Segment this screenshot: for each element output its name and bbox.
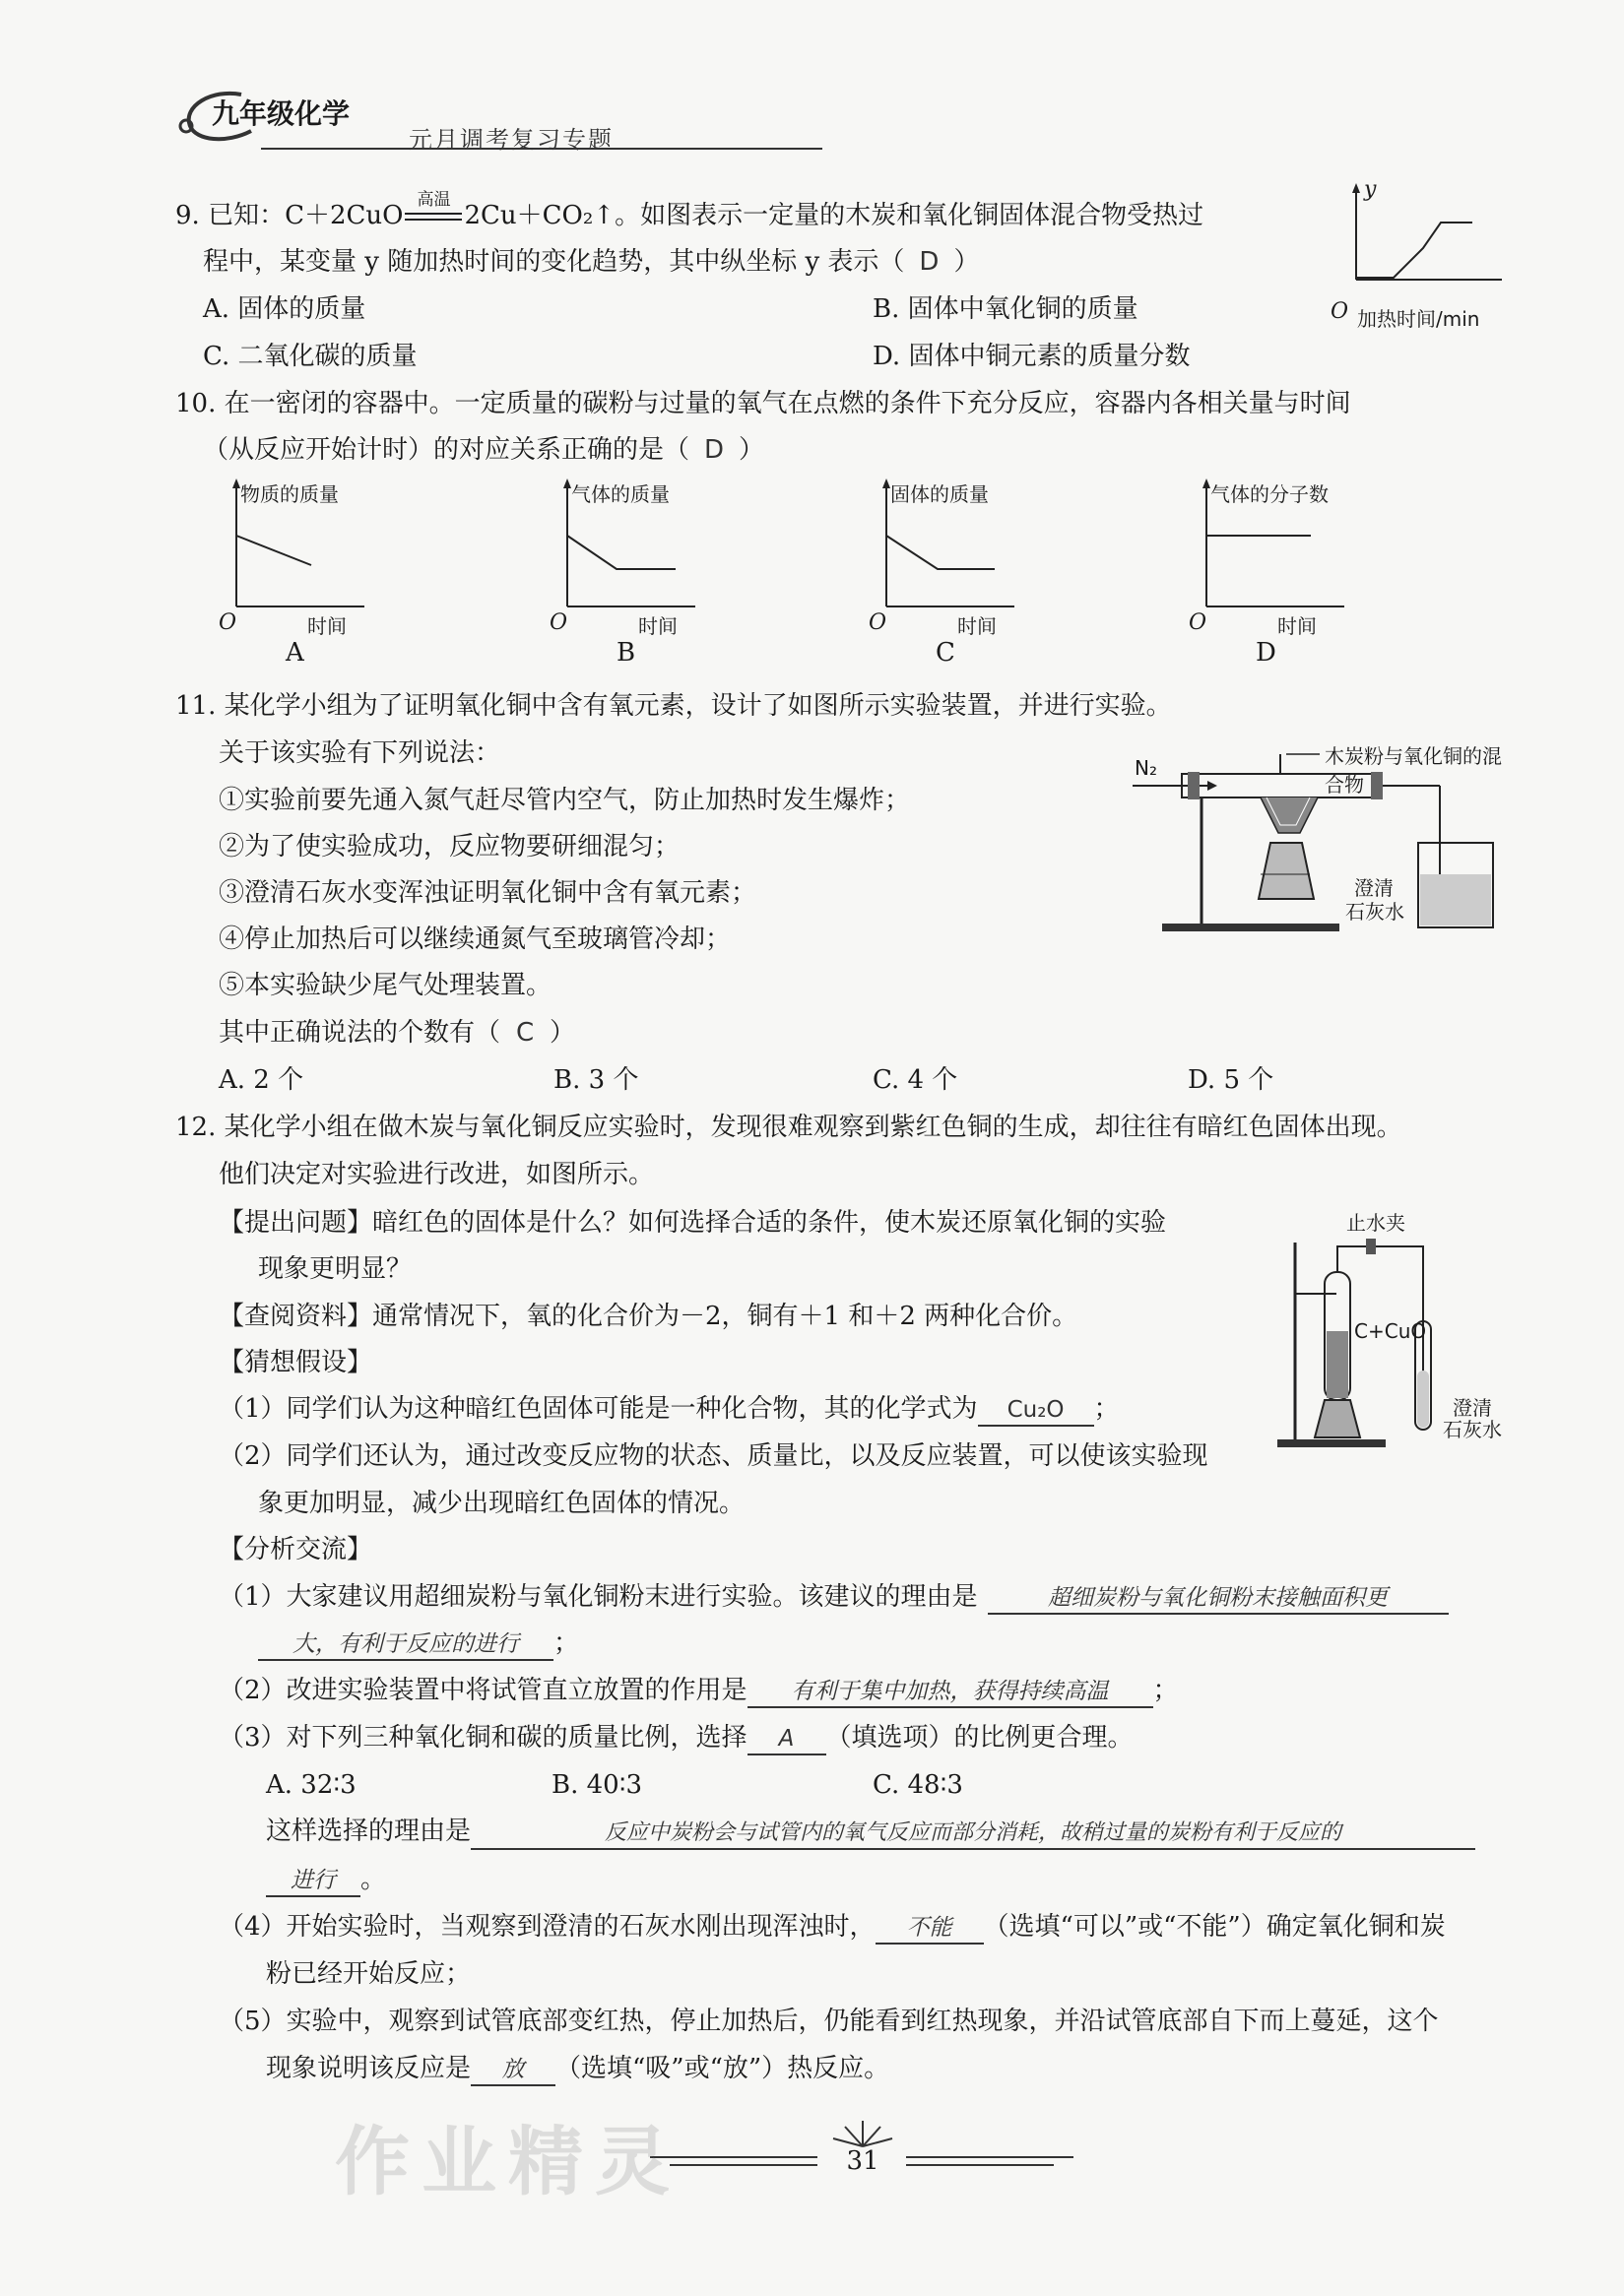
page-number: 31 <box>846 2146 879 2176</box>
q11-diagram-n2-label: N₂ <box>1135 756 1157 780</box>
q12-diagram-limewater-label-2: 石灰水 <box>1443 1418 1502 1441</box>
q10-graph-c-y-label: 固体的质量 <box>890 482 989 506</box>
q10-graph-d-x-label: 时间 <box>1277 614 1317 638</box>
q12-analysis-4: （4）开始实验时，当观察到澄清的石灰水刚出现浑浊时， 不能 （选填“可以”或“不能”）确定氧化铜和炭 <box>219 1910 1446 1945</box>
q9-graph <box>1325 179 1522 337</box>
q10-graph-c-x-label: 时间 <box>957 614 997 638</box>
footer-rule-right-2 <box>906 2164 1054 2166</box>
q12-analysis-5: （5）实验中，观察到试管底部变红热，停止加热后，仍能看到红热现象，并沿试管底部自下而上蔓延，这个 <box>219 2007 1439 2036</box>
q11-apparatus-diagram <box>1123 727 1517 943</box>
q11-statement-3: ③澄清石灰水变浑浊证明氧化铜中含有氧元素； <box>219 878 757 908</box>
q12-hypothesis-2-line2: 象更加明显，减少出现暗红色固体的情况。 <box>258 1489 746 1518</box>
q12-analysis-2: （2）改进实验装置中将试管直立放置的作用是 有利于集中加热，获得持续高温 ； <box>219 1674 1179 1708</box>
q12-a1-answer-part2: 大，有利于反应的进行 <box>258 1629 553 1661</box>
q9-option-a: A. 固体的质量 <box>203 294 366 324</box>
q9-graph-x-label: 加热时间/min <box>1357 307 1480 331</box>
q10-graph-a-y-label: 物质的质量 <box>240 482 339 506</box>
q12-a3-option-a: A. 32∶3 <box>266 1770 357 1800</box>
q9-line2: 程中，某变量 y 随加热时间的变化趋势，其中纵坐标 y 表示（ D ） <box>203 247 980 277</box>
q9-graph-origin: O <box>1331 299 1349 324</box>
q10-line1: 10. 在一密闭的容器中。一定质量的碳粉与过量的氧气在点燃的条件下充分反应，容器内各相关量与时间 <box>175 389 1351 418</box>
q11-intro: 关于该实验有下列说法： <box>219 738 501 768</box>
q11-diagram-limewater-label-1: 澄清 <box>1354 876 1394 900</box>
q12-diagram-clamp-label: 止水夹 <box>1346 1211 1405 1235</box>
q12-a4-answer: 不能 <box>876 1913 984 1945</box>
q9-condition-arrow: 高温 <box>403 199 464 232</box>
header-subtitle: 元月调考复习专题 <box>409 126 614 154</box>
q12-analysis-1: （1）大家建议用超细炭粉与氧化铜粉末进行实验。该建议的理由是 超细炭粉与氧化铜粉末接触面积更 <box>219 1580 1449 1615</box>
q12-a1-answer-part1: 超细炭粉与氧化铜粉末接触面积更 <box>988 1583 1449 1615</box>
q9-option-b: B. 固体中氧化铜的质量 <box>873 294 1138 324</box>
q9-graph-y-label: y <box>1364 177 1377 202</box>
header-title: 九年级化学 <box>212 97 351 130</box>
q12-a3-reason: 这样选择的理由是 反应中炭粉会与试管内的氧气反应而部分消耗，故稍过量的炭粉有利于反应的 <box>266 1815 1475 1850</box>
q10-answer: D <box>704 435 725 465</box>
q12-apparatus-diagram <box>1275 1203 1527 1459</box>
q9-option-d: D. 固体中铜元素的质量分数 <box>873 342 1191 371</box>
q12-a5-answer: 放 <box>471 2055 555 2086</box>
q11-statement-5: ⑤本实验缺少尾气处理装置。 <box>219 971 552 1000</box>
q10-graph-c <box>867 478 1024 675</box>
q11-statement-1: ①实验前要先通入氮气赶尽管内空气，防止加热时发生爆炸； <box>219 786 911 815</box>
q10-graph-a-letter: A <box>286 638 304 668</box>
q12-a2-answer: 有利于集中加热，获得持续高温 <box>747 1677 1153 1708</box>
q12-analysis-1-cont: 大，有利于反应的进行 ； <box>258 1626 579 1661</box>
q10-graph-a <box>217 478 374 675</box>
q12-a3-option-b: B. 40∶3 <box>552 1770 643 1800</box>
q11-ask: 其中正确说法的个数有（ C ） <box>219 1018 576 1048</box>
q9-option-c: C. 二氧化碳的质量 <box>203 342 418 371</box>
q12-hypothesis-1: （1）同学们认为这种暗红色固体可能是一种化合物，其的化学式为 Cu₂O ； <box>219 1392 1120 1427</box>
q10-graph-b-x-label: 时间 <box>638 614 678 638</box>
q10-graph-b-y-label: 气体的质量 <box>571 482 670 506</box>
q12-a3-reason-part1: 反应中炭粉会与试管内的氧气反应而部分消耗，故稍过量的炭粉有利于反应的 <box>471 1818 1475 1850</box>
q12-a3-reason-cont: 进行 。 <box>266 1863 386 1897</box>
q12-tiwen2: 现象更明显？ <box>258 1254 413 1284</box>
q12-hypothesis-2-line1: （2）同学们还认为，通过改变反应物的状态、质量比，以及反应装置，可以使该实验现 <box>219 1441 1208 1471</box>
q12-analysis-4-cont: 粉已经开始反应； <box>266 1959 472 1989</box>
q9-answer: D <box>919 247 940 277</box>
q12-analysis-5-cont: 现象说明该反应是 放 （选填“吸”或“放”）热反应。 <box>266 2052 889 2086</box>
footer-rule-right <box>906 2156 1073 2158</box>
q12-a3-answer: A <box>747 1724 826 1755</box>
q12-diagram-reactants-label: C+CuO <box>1354 1319 1427 1343</box>
q12-line2: 他们决定对实验进行改进，如图所示。 <box>219 1160 655 1189</box>
footer-rule-left-2 <box>670 2164 817 2166</box>
q12-h1-answer: Cu₂O <box>978 1395 1094 1427</box>
q11-answer: C <box>515 1018 535 1048</box>
q12-a3-option-c: C. 48∶3 <box>873 1770 963 1800</box>
q11-option-b: B. 3 个 <box>553 1065 639 1095</box>
header <box>172 87 665 165</box>
q10-graph-d <box>1187 478 1364 675</box>
q10-graph-a-origin: O <box>219 610 237 635</box>
q10-graph-a-x-label: 时间 <box>307 614 347 638</box>
q10-graph-b-origin: O <box>550 610 568 635</box>
q12-fenxi: 【分析交流】 <box>219 1535 373 1564</box>
q12-chayue: 【查阅资料】通常情况下，氧的化合价为－2，铜有＋1 和＋2 两种化合价。 <box>219 1302 1078 1331</box>
q12-line1: 12. 某化学小组在做木炭与氧化铜反应实验时，发现很难观察到紫红色铜的生成，却往往有暗红色固体出现。 <box>175 1113 1402 1142</box>
q10-graph-d-letter: D <box>1256 638 1276 668</box>
q10-graph-d-origin: O <box>1189 610 1207 635</box>
q11-diagram-mixture-label: 木炭粉与氧化铜的混合物 <box>1325 744 1502 797</box>
q12-analysis-3: （3）对下列三种氧化铜和碳的质量比例，选择 A （填选项）的比例更合理。 <box>219 1721 1134 1755</box>
q10-graph-b <box>548 478 705 675</box>
footer <box>630 2117 1103 2186</box>
watermark: 作业精灵 <box>335 2118 682 2205</box>
q10-graph-b-letter: B <box>617 638 636 668</box>
q10-graph-c-origin: O <box>869 610 887 635</box>
q11-option-c: C. 4 个 <box>873 1065 958 1095</box>
q9-line1: 9. 已知：C＋2CuO 高温 2Cu＋CO₂↑。如图表示一定量的木炭和氧化铜固体混合物受热过 <box>175 190 1204 230</box>
q11-statement-2: ②为了使实验成功，反应物要研细混匀； <box>219 832 681 861</box>
q10-line2: （从反应开始计时）的对应关系正确的是（ D ） <box>203 435 765 465</box>
q12-tiwen: 【提出问题】暗红色的固体是什么？如何选择合适的条件，使木炭还原氧化铜的实验 <box>219 1208 1167 1238</box>
q11-option-a: A. 2 个 <box>219 1065 304 1095</box>
q11-line1: 11. 某化学小组为了证明氧化铜中含有氧元素，设计了如图所示实验装置，并进行实验。 <box>175 691 1172 721</box>
q10-graph-c-letter: C <box>936 638 955 668</box>
q12-diagram-limewater-label-1: 澄清 <box>1453 1396 1492 1420</box>
q12-caixiang: 【猜想假设】 <box>219 1348 373 1377</box>
q11-statement-4: ④停止加热后可以继续通氮气至玻璃管冷却； <box>219 925 732 954</box>
q12-a3-reason-part2: 进行 <box>266 1866 360 1897</box>
q10-graph-d-y-label: 气体的分子数 <box>1210 482 1329 506</box>
q11-option-d: D. 5 个 <box>1188 1065 1274 1095</box>
q11-diagram-limewater-label-2: 石灰水 <box>1345 900 1404 924</box>
